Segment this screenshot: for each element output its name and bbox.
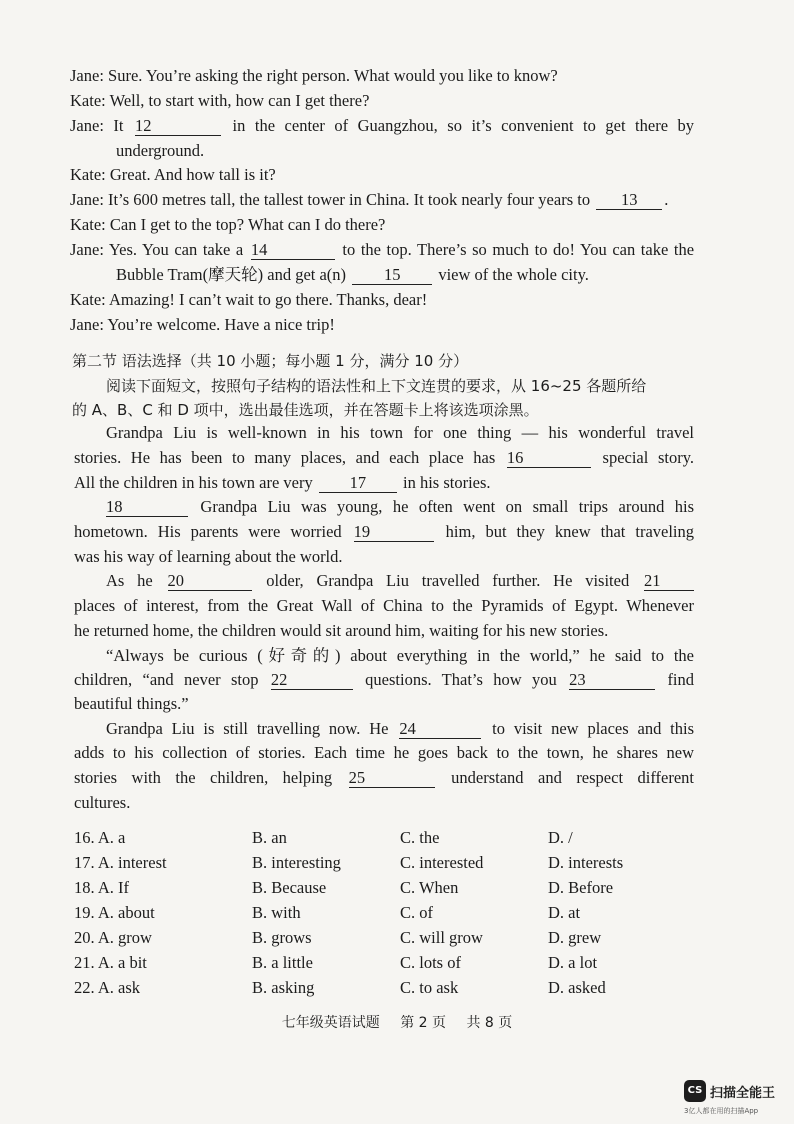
passage-line: places of interest, from the Great Wall of China to the Pyramids of Egypt. Whenever xyxy=(74,596,694,615)
passage-text: him, but they knew that traveling xyxy=(445,522,695,541)
option-d: D. a lot xyxy=(548,953,598,972)
dialogue-line xyxy=(70,89,700,113)
watermark-tagline: 3亿人都在用的扫描App xyxy=(684,1107,759,1115)
speaker: Kate: xyxy=(70,290,106,309)
option-b: B. asking xyxy=(252,978,315,997)
option-c: C. the xyxy=(400,828,440,847)
dialogue-line xyxy=(70,288,700,312)
passage-line: he returned home, the children would sit around him, waiting for his new stories. xyxy=(74,621,609,640)
passage-line xyxy=(74,668,694,692)
passage-text: stories with the children, helping xyxy=(74,768,333,787)
passage-line xyxy=(106,717,694,741)
speaker: Jane: xyxy=(70,116,104,135)
speaker: Jane: xyxy=(70,66,104,85)
dialogue-line xyxy=(70,238,694,262)
option-a: 20. A. grow xyxy=(74,928,152,947)
footer-total-pages: 共 8 页 xyxy=(466,1015,513,1031)
passage-line xyxy=(74,520,694,544)
passage-text: find xyxy=(667,670,695,689)
dialogue-line xyxy=(70,64,700,88)
dialogue-line xyxy=(70,163,700,187)
option-a: 18. A. If xyxy=(74,878,129,897)
blank-23: 23 xyxy=(569,671,655,690)
passage-text: stories. He has been to many places, and each place has xyxy=(74,448,496,467)
option-b: B. with xyxy=(252,903,301,922)
option-b: B. grows xyxy=(252,928,312,947)
scanner-watermark xyxy=(684,1080,794,1120)
speaker: Jane: xyxy=(70,190,104,209)
option-d: D. asked xyxy=(548,978,606,997)
dialogue-text: Bubble Tram(摩天轮) and get a(n) xyxy=(116,265,347,284)
dialogue-line xyxy=(116,139,746,163)
dialogue-text: Well, to start with, how can I get there? xyxy=(109,91,370,110)
option-d: D. Before xyxy=(548,878,614,897)
dialogue-text: Can I get to the top? What can I do there? xyxy=(109,215,386,234)
passage-text: hometown. His parents were worried xyxy=(74,522,342,541)
camscanner-logo-icon: CS xyxy=(684,1080,706,1102)
dialogue-text: It’s 600 metres tall, the tallest tower in China. It took nearly four years to xyxy=(108,190,591,209)
option-a: 19. A. about xyxy=(74,903,155,922)
speaker: Jane: xyxy=(70,315,104,334)
option-a: 16. A. a xyxy=(74,828,126,847)
instruction-line: 的 A、B、C 和 D 项中，选出最佳选项，并在答题卡上将该选项涂黑。 xyxy=(72,401,539,419)
passage-text: Grandpa Liu is still travelling now. He xyxy=(106,719,389,738)
dialogue-line xyxy=(70,313,700,337)
dialogue-line xyxy=(116,263,746,287)
blank-15: 15 xyxy=(352,266,432,285)
dialogue-text: Sure. You’re asking the right person. What would you like to know? xyxy=(108,66,558,85)
dialogue-line xyxy=(70,213,700,237)
blank-20: 20 xyxy=(168,572,252,591)
blank-12: 12 xyxy=(135,117,221,136)
option-b: B. an xyxy=(252,828,287,847)
dialogue-text: Yes. You can take a xyxy=(108,240,244,259)
watermark-name: 扫描全能王 xyxy=(710,1086,776,1101)
blank-25: 25 xyxy=(349,769,435,788)
blank-18: 18 xyxy=(106,498,188,517)
speaker: Jane: xyxy=(70,240,104,259)
option-d: D. grew xyxy=(548,928,602,947)
passage-line: “Always be curious (好奇的) about everything in the world,” he said to the xyxy=(106,646,694,665)
option-c: C. of xyxy=(400,903,433,922)
passage-text: understand and respect different xyxy=(451,768,695,787)
dialogue-text: underground. xyxy=(116,141,205,160)
passage-text: As he xyxy=(106,571,153,590)
passage-text: All the children in his town are very xyxy=(74,473,313,492)
blank-14: 14 xyxy=(251,241,335,260)
passage-text: to visit new places and this xyxy=(492,719,695,738)
dialogue-text: Great. And how tall is it? xyxy=(109,165,276,184)
option-b: B. a little xyxy=(252,953,313,972)
passage-line xyxy=(106,495,694,519)
blank-19: 19 xyxy=(354,523,434,542)
blank-22: 22 xyxy=(271,671,353,690)
blank-24: 24 xyxy=(399,720,481,739)
option-c: C. interested xyxy=(400,853,484,872)
passage-line: beautiful things.” xyxy=(74,694,189,713)
dialogue-text: You’re welcome. Have a nice trip! xyxy=(107,315,335,334)
blank-16: 16 xyxy=(507,449,591,468)
option-row xyxy=(74,976,694,1000)
passage-line xyxy=(106,569,694,593)
option-row xyxy=(74,826,694,850)
dialogue-text: It xyxy=(113,116,124,135)
passage-line: Grandpa Liu is well-known in his town for one thing — his wonderful travel xyxy=(106,423,694,442)
dialogue-text: . xyxy=(664,190,669,209)
passage-text: questions. That’s how you xyxy=(365,670,557,689)
passage-text: older, Grandpa Liu travelled further. He visited xyxy=(266,571,630,590)
option-row xyxy=(74,851,694,875)
passage-text: in his stories. xyxy=(402,473,491,492)
option-row xyxy=(74,876,694,900)
passage-line xyxy=(74,446,694,470)
option-d: D. at xyxy=(548,903,581,922)
dialogue-text: in the center of Guangzhou, so it’s convenient to get there by xyxy=(232,116,695,135)
blank-13: 13 xyxy=(596,191,662,210)
passage-line xyxy=(74,766,694,790)
option-a: 22. A. ask xyxy=(74,978,140,997)
dialogue-text: Amazing! I can’t wait to go there. Thanks, dear! xyxy=(108,290,428,309)
passage-text: Grandpa Liu was young, he often went on small trips around his xyxy=(200,497,694,516)
speaker: Kate: xyxy=(70,165,106,184)
passage-line: was his way of learning about the world. xyxy=(74,547,343,566)
section-heading: 第二节 语法选择（共 10 小题；每小题 1 分，满分 10 分） xyxy=(72,352,469,370)
option-a: 21. A. a bit xyxy=(74,953,147,972)
footer-page-number: 第 2 页 xyxy=(400,1015,446,1031)
instruction-line: 阅读下面短文，按照句子结构的语法性和上下文连贯的要求，从 16~25 各题所给 xyxy=(106,377,647,395)
blank-17: 17 xyxy=(319,474,397,493)
passage-text: children, “and never stop xyxy=(74,670,259,689)
option-a: 17. A. interest xyxy=(74,853,167,872)
option-row xyxy=(74,926,694,950)
dialogue-text: to the top. There’s so much to do! You can take the xyxy=(342,240,695,259)
speaker: Kate: xyxy=(70,215,106,234)
page-footer xyxy=(0,1012,794,1032)
option-b: B. interesting xyxy=(252,853,341,872)
option-d: D. / xyxy=(548,828,573,847)
option-c: C. to ask xyxy=(400,978,459,997)
option-row xyxy=(74,951,694,975)
option-c: C. When xyxy=(400,878,459,897)
dialogue-text: view of the whole city. xyxy=(438,265,589,284)
option-row xyxy=(74,901,694,925)
option-c: C. lots of xyxy=(400,953,461,972)
dialogue-line xyxy=(70,188,700,212)
option-d: D. interests xyxy=(548,853,624,872)
passage-line: adds to his collection of stories. Each time he goes back to the town, he shares new xyxy=(74,743,694,762)
blank-21: 21 xyxy=(644,572,694,591)
speaker: Kate: xyxy=(70,91,106,110)
dialogue-line xyxy=(70,114,694,138)
footer-subject: 七年级英语试题 xyxy=(281,1015,380,1031)
passage-text: special story. xyxy=(602,448,694,467)
option-b: B. Because xyxy=(252,878,327,897)
passage-line: cultures. xyxy=(74,793,131,812)
option-c: C. will grow xyxy=(400,928,483,947)
passage-line xyxy=(74,471,694,495)
